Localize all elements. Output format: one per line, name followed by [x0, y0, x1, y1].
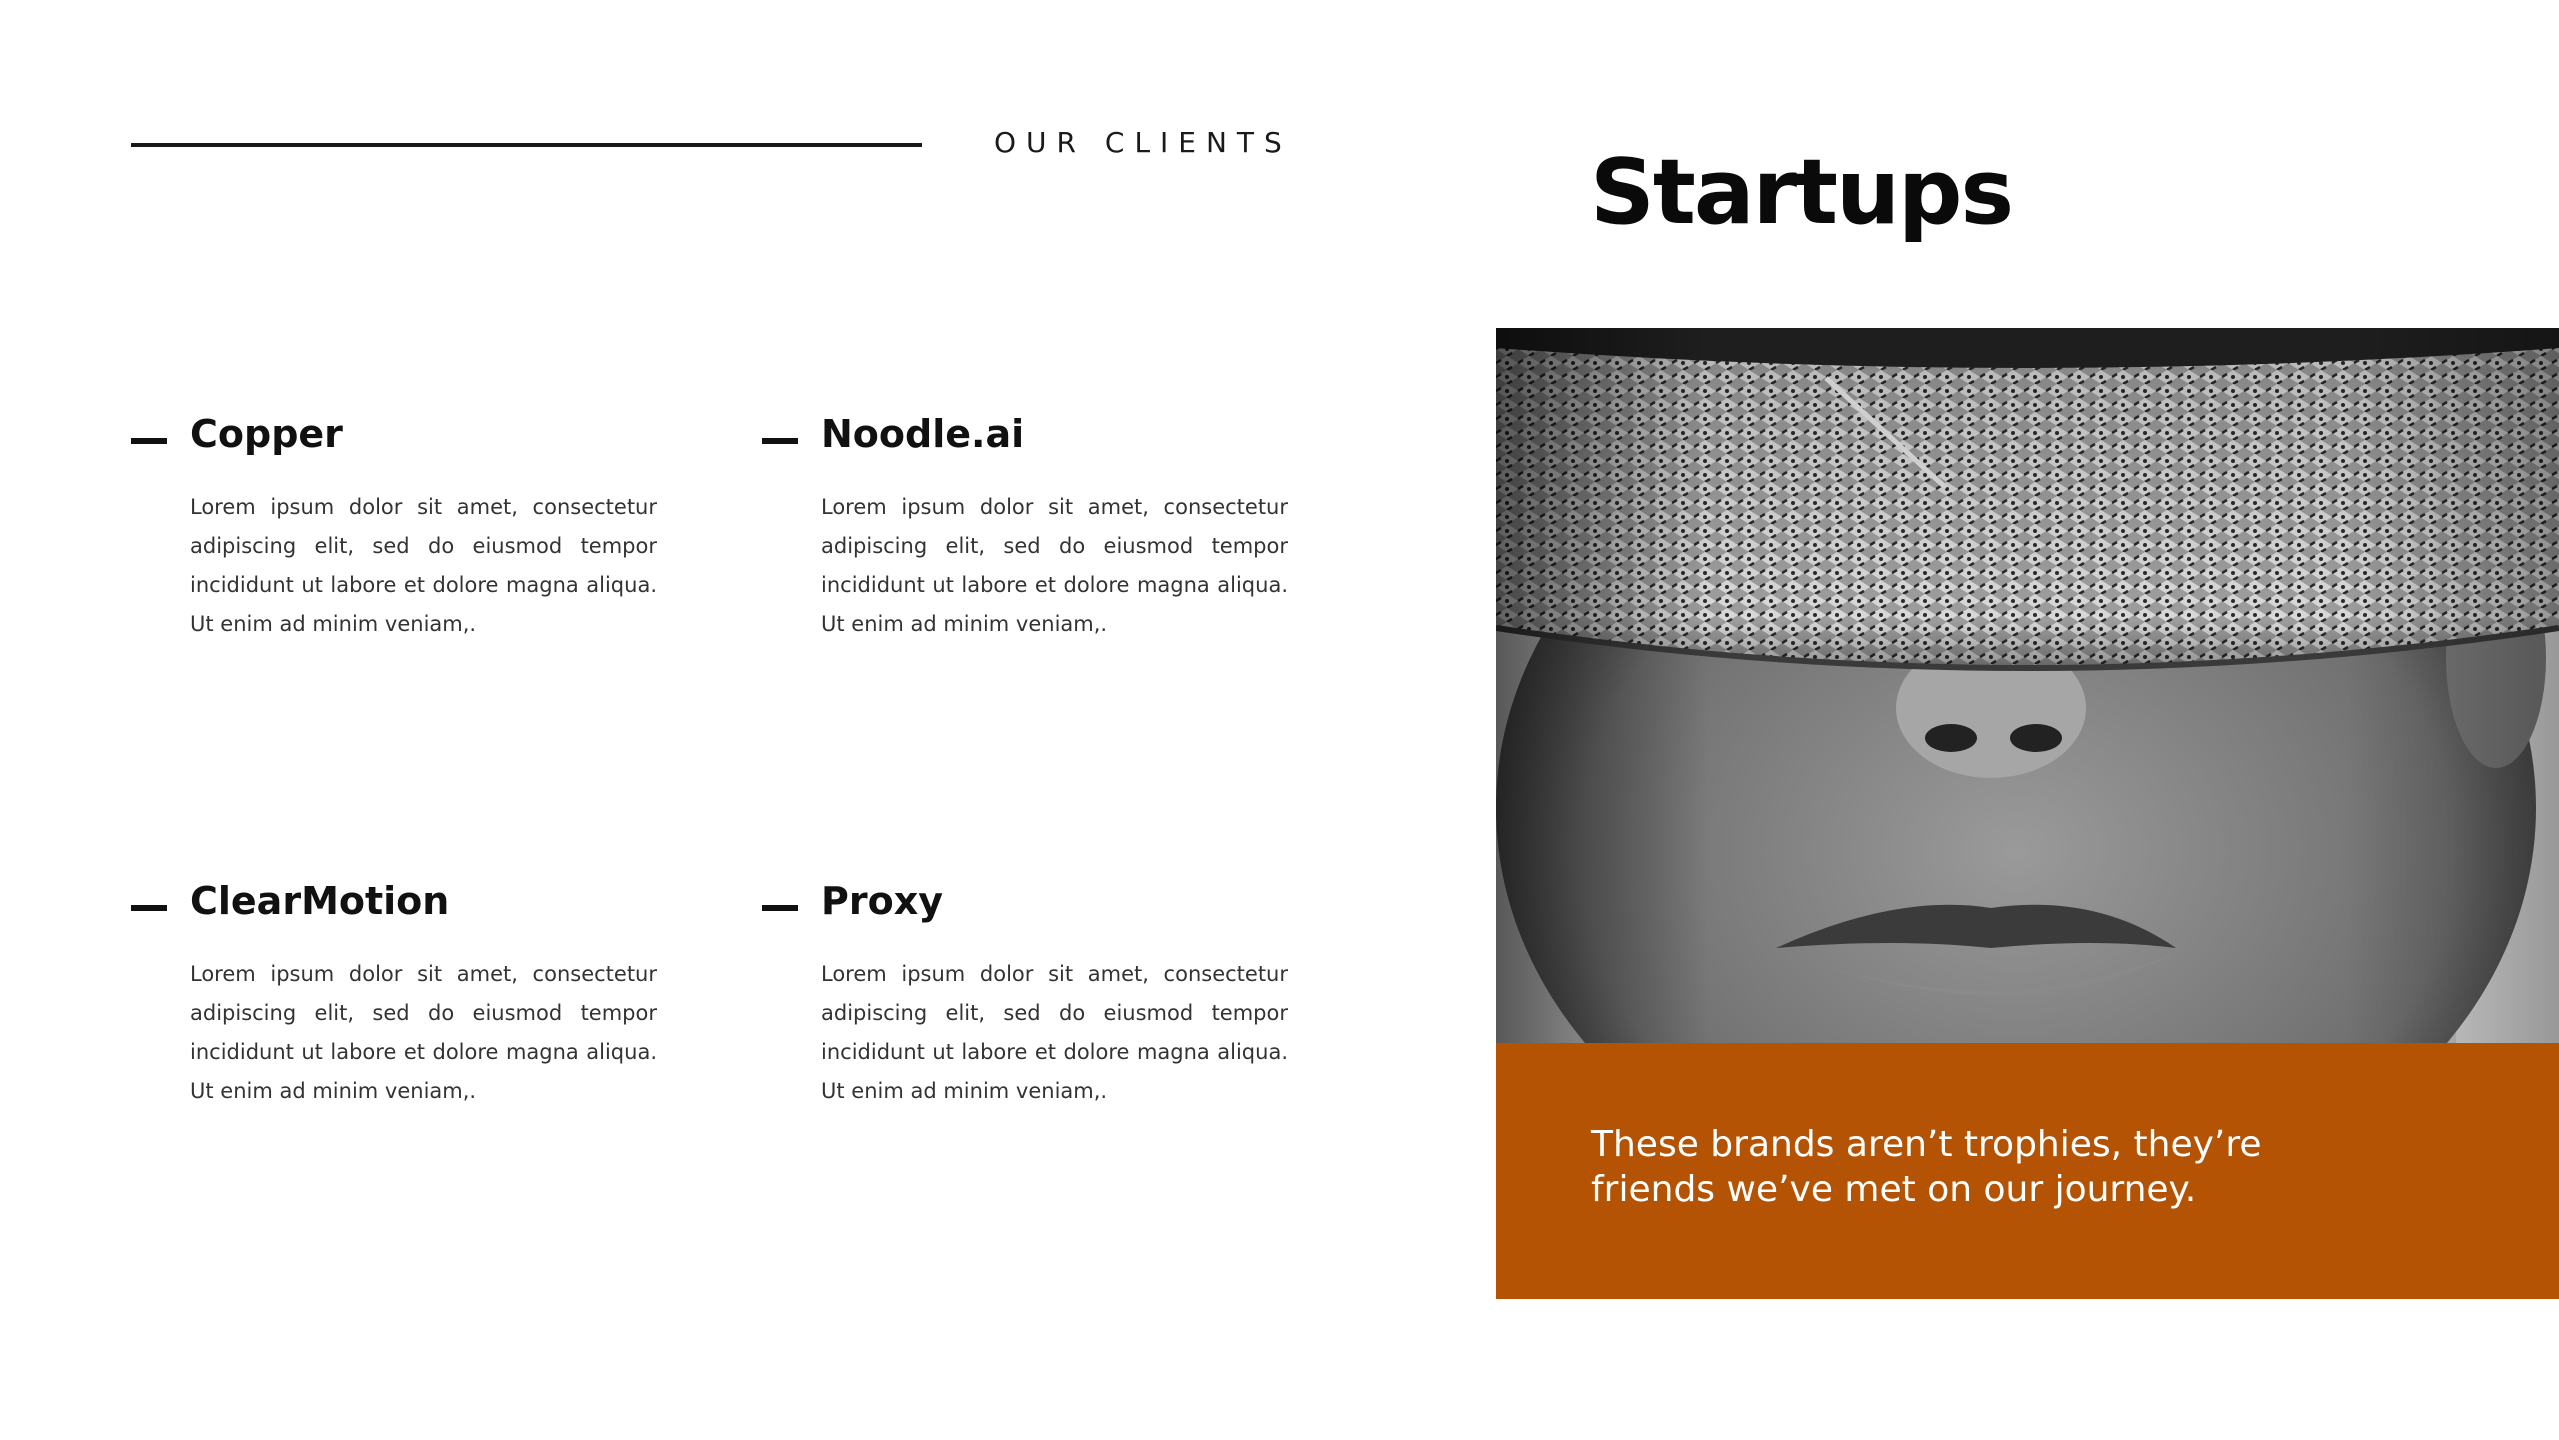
client-name: ClearMotion	[190, 879, 450, 923]
quote-panel	[1496, 1043, 2559, 1299]
quote-text: These brands aren’t trophies, they’re friends we’ve met on our journey.	[1591, 1124, 2262, 1210]
page-title: Startups	[1590, 140, 2013, 245]
client-description: Lorem ipsum dolor sit amet, consectetur adipiscing elit, sed do eiusmod tempor incididunt ut labore et dolore magna aliqua. Ut enim ad minim veniam,.	[190, 962, 657, 1103]
dash-marker	[762, 905, 798, 911]
client-name: Noodle.ai	[821, 412, 1025, 456]
client-description: Lorem ipsum dolor sit amet, consectetur adipiscing elit, sed do eiusmod tempor incididunt ut labore et dolore magna aliqua. Ut enim ad minim veniam,.	[821, 962, 1288, 1103]
portrait-straw-hat-icon	[1496, 328, 2559, 1043]
section-eyebrow: OUR CLIENTS	[994, 126, 1292, 159]
client-description: Lorem ipsum dolor sit amet, consectetur adipiscing elit, sed do eiusmod tempor incididunt ut labore et dolore magna aliqua. Ut enim ad minim veniam,.	[821, 495, 1288, 636]
dash-marker	[131, 438, 167, 444]
client-name: Copper	[190, 412, 343, 456]
client-description: Lorem ipsum dolor sit amet, consectetur adipiscing elit, sed do eiusmod tempor incididunt ut labore et dolore magna aliqua. Ut enim ad minim veniam,.	[190, 495, 657, 636]
dash-marker	[131, 905, 167, 911]
dash-marker	[762, 438, 798, 444]
client-name: Proxy	[821, 879, 943, 923]
portrait-photo	[1496, 328, 2559, 1043]
header-rule	[131, 143, 922, 147]
